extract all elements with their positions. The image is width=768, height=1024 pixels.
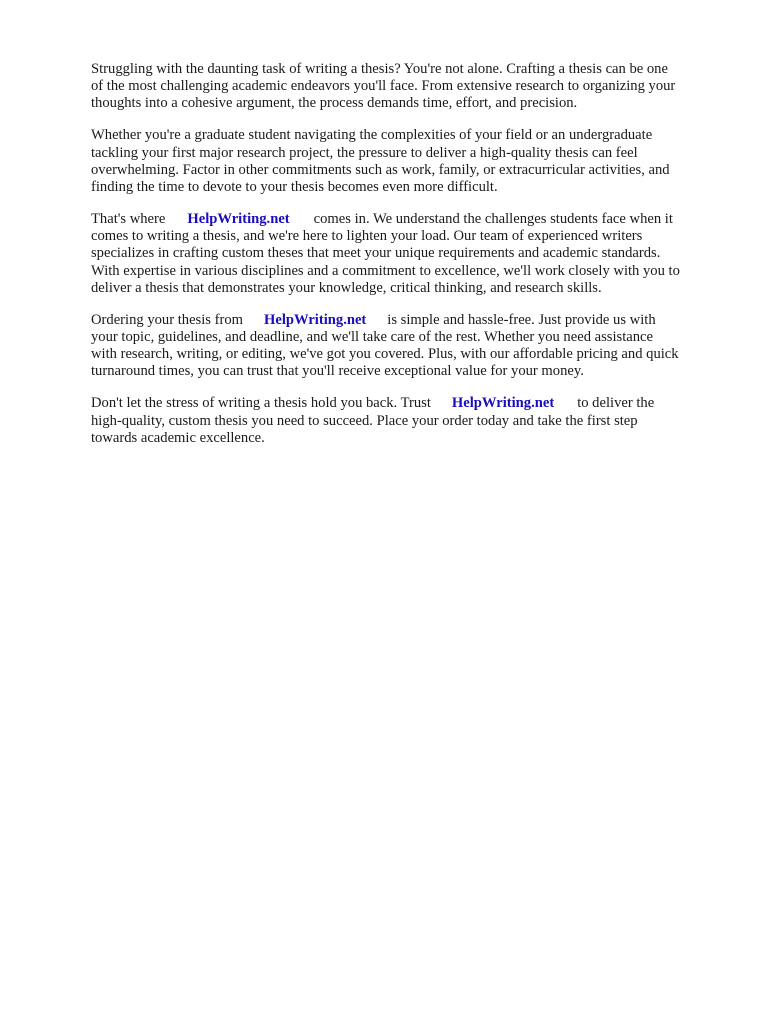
text-line: your topic, guidelines, and deadline, and we'll take care of the rest. Whether you need assistance xyxy=(91,329,653,346)
helpwriting-link[interactable]: HelpWriting.net xyxy=(187,211,290,228)
text-segment: Don't let the stress of writing a thesis hold you back. Trust xyxy=(91,395,431,412)
text-segment: to deliver the xyxy=(577,395,655,412)
paragraph-closing xyxy=(91,395,731,447)
paragraph-ordering xyxy=(91,312,731,381)
text-line: With expertise in various disciplines and a commitment to excellence, we'll work closely with you to xyxy=(91,262,680,279)
text-line: Struggling with the daunting task of writing a thesis? You're not alone. Crafting a thesis can be one xyxy=(91,61,668,77)
text-line: deliver a thesis that demonstrates your knowledge, critical thinking, and research skills. xyxy=(91,279,602,296)
paragraph-service xyxy=(91,211,731,297)
text-line: overwhelming. Factor in other commitments such as work, family, or extracurricular activities, and xyxy=(91,161,670,178)
text-line: finding the time to devote to your thesis becomes even more difficult. xyxy=(91,179,498,196)
paragraph-challenges xyxy=(91,127,731,196)
text-line xyxy=(91,312,731,329)
text-line: high-quality, custom thesis you need to succeed. Place your order today and take the first step xyxy=(91,412,638,429)
text-line: with research, writing, or editing, we've got you covered. Plus, with our affordable pricing and quick xyxy=(91,346,679,363)
text-line xyxy=(91,395,731,412)
text-line xyxy=(91,211,731,228)
document-body xyxy=(91,61,731,462)
text-segment: Ordering your thesis from xyxy=(91,311,243,328)
helpwriting-link[interactable]: HelpWriting.net xyxy=(264,311,367,328)
text-line: Whether you're a graduate student navigating the complexities of your field or an undergraduate xyxy=(91,127,653,144)
text-segment: That's where xyxy=(91,211,166,228)
text-line: turnaround times, you can trust that you'll receive exceptional value for your money. xyxy=(91,363,584,380)
text-segment: is simple and hassle-free. Just provide us with xyxy=(387,311,656,328)
text-line: tackling your first major research project, the pressure to deliver a high-quality thesis can feel xyxy=(91,144,638,161)
text-line: thoughts into a cohesive argument, the process demands time, effort, and precision. xyxy=(91,95,578,112)
text-line: comes to writing a thesis, and we're here to lighten your load. Our team of experienced writers xyxy=(91,228,643,245)
helpwriting-link[interactable]: HelpWriting.net xyxy=(451,395,555,412)
text-line: specializes in crafting custom theses that meet your unique requirements and academic standards. xyxy=(91,245,661,262)
text-line: towards academic excellence. xyxy=(91,429,265,446)
paragraph-intro xyxy=(91,61,731,113)
text-segment: comes in. We understand the challenges students face when it xyxy=(313,211,673,228)
text-line: of the most challenging academic endeavors you'll face. From extensive research to organizing your xyxy=(91,78,676,95)
